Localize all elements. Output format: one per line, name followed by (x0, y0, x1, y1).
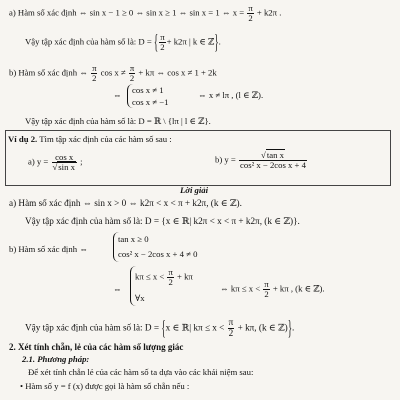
part-a2-condition: a) Hàm số xác định ⇔ sin x > 0 ⇔ k2π < x < π + k2π, (k ∈ ℤ). (9, 198, 242, 208)
equiv-sign: ⇔ (113, 90, 122, 100)
bullet-dot-icon: • (20, 381, 24, 391)
solution-heading: Lời giải (180, 185, 209, 195)
example-2-title: Ví dụ 2. Tìm tập xác định của các hàm số sau : (8, 134, 172, 144)
part-b2-prefix: b) Hàm số xác định ⇔ (9, 244, 88, 254)
part-a2-domain: Vậy tập xác định của hàm số là: D = {x ∈ ℝ| k2π < x < π + k2π, (k ∈ ℤ)}. (25, 216, 300, 226)
part-b2-domain: Vậy tập xác định của hàm số là: D = {x ∈ ℝ| kπ ≤ x < $\frac{\pi}{2}$ + kπ, (k ∈ ℤ)}. (25, 314, 295, 339)
example-2-part-b: b) y = $\frac{\text{√tan x}}{\text{cos² x − 2cos x + 4}}$ (215, 150, 306, 171)
part-b2-cases-2: kπ ≤ x < $\frac{\pi}{2}$ + kπ ∀x (130, 266, 221, 306)
part-b2-result: ⇔ kπ ≤ x < $\frac{\pi}{2}$ + kπ , (k ∈ ℤ). (220, 279, 325, 300)
example-2-part-a: a) y = $\frac{\text{cos x}}{\text{√sin x}}$ ; (28, 152, 83, 173)
part-b1-condition: b) Hàm số xác định ⇔ $\frac{\pi}{2}$ cos x ≠ $\frac{\pi}{2}$ + kπ ⇔ cos x ≠ 1 + 2k (9, 63, 217, 84)
section-2-1-heading: 2.1. Phương pháp: (22, 354, 90, 364)
part-b1-result: ⇔ x ≠ lπ , (l ∈ ℤ). (198, 90, 264, 100)
equiv-sign-2: ⇔ (113, 284, 122, 294)
part-b1-domain: Vậy tập xác định của hàm số là: D = ℝ \ {lπ | l ∈ ℤ}. (25, 116, 211, 126)
part-a1-condition: a) Hàm số xác định ⇔ sin x − 1 ≥ 0 ⇔ sin x ≥ 1 ⇔ sin x = 1 ⇔ x = $\frac{\pi}{2}$ + k2π . (9, 3, 282, 24)
part-b1-cases: cos x ≠ 1 cos x ≠ −1 (127, 84, 196, 108)
even-function-bullet: • Hàm số y = f (x) được gọi là hàm số chẵn nếu : (20, 381, 190, 391)
section-2-heading: 2. Xét tính chẵn, lẻ của các hàm số lượng giác (9, 342, 184, 352)
part-a1-domain: Vậy tập xác định của hàm số là: D = { $\frac{\pi}{2}$ + k2π | k ∈ ℤ}. (25, 29, 221, 54)
method-intro: Để xét tính chẵn lẻ của các hàm số ta dựa vào các khái niệm sau: (28, 367, 254, 377)
part-b2-cases-1: tan x ≥ 0 cos² x − 2cos x + 4 ≠ 0 (113, 232, 254, 262)
